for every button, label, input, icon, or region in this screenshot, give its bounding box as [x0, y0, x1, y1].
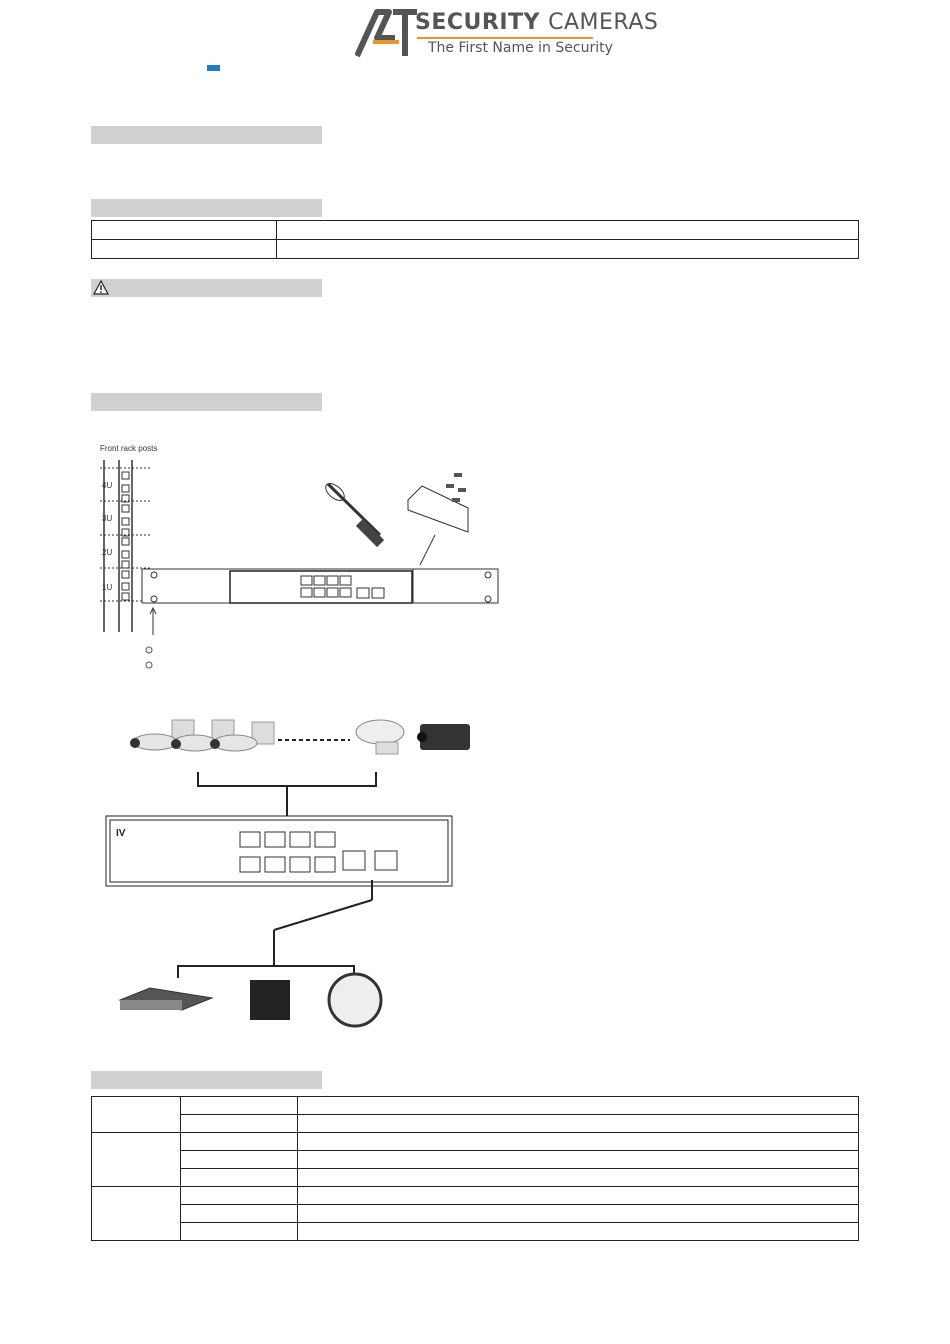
- brand-name: SECURITY CAMERAS: [415, 10, 659, 35]
- table-cell: [298, 1169, 859, 1187]
- table-cell: [181, 1223, 298, 1241]
- section-bar-5: [91, 1071, 322, 1089]
- table-cell: [181, 1097, 298, 1115]
- table-cell: [181, 1169, 298, 1187]
- switch-model-mark: IV: [116, 828, 126, 839]
- rack-unit-label: 3U: [102, 514, 113, 523]
- ip-cameras: [130, 720, 274, 751]
- table-cell: [298, 1115, 859, 1133]
- rack-unit-label: 2U: [102, 548, 113, 557]
- table-row: [92, 1187, 859, 1205]
- section-bar-4: [91, 393, 322, 411]
- table-row: [92, 1115, 859, 1133]
- table-row: [92, 221, 859, 240]
- brand-underline: [417, 37, 593, 39]
- rack-unit-label: 1U: [102, 583, 113, 592]
- logo: [355, 8, 659, 60]
- table-cell: [298, 1223, 859, 1241]
- spec-table: [91, 1096, 859, 1241]
- table-cell: [92, 1187, 181, 1241]
- blue-marker: [207, 65, 220, 71]
- section-bar-2: [91, 199, 322, 217]
- rack-diagram-title: Front rack posts: [100, 444, 158, 453]
- table-cell: [298, 1133, 859, 1151]
- warning-icon: [93, 280, 109, 295]
- table-row: [92, 1133, 859, 1151]
- table-cell: [181, 1187, 298, 1205]
- table-row: [92, 1169, 859, 1187]
- table-cell: [298, 1187, 859, 1205]
- rack-unit-label: 4U: [102, 481, 113, 490]
- info-table-1: [91, 220, 859, 259]
- brand-tagline: The First Name in Security: [428, 40, 613, 56]
- table-cell: [92, 240, 277, 259]
- table-row: [92, 1151, 859, 1169]
- table-cell: [181, 1133, 298, 1151]
- table-cell: [277, 221, 859, 240]
- table-row: [92, 1205, 859, 1223]
- table-cell: [181, 1115, 298, 1133]
- table-cell: [298, 1097, 859, 1115]
- table-cell: [181, 1205, 298, 1223]
- table-cell: [181, 1151, 298, 1169]
- a1-logo-mark: [355, 8, 421, 58]
- table-cell: [92, 1133, 181, 1187]
- table-row: [92, 240, 859, 259]
- table-cell: [92, 1097, 181, 1133]
- table-cell: [277, 240, 859, 259]
- section-bar-warning: [91, 279, 322, 297]
- section-bar-1: [91, 126, 322, 144]
- table-cell: [298, 1151, 859, 1169]
- table-row: [92, 1223, 859, 1241]
- network-diagram: [100, 710, 480, 1040]
- rack-mount-diagram: [90, 440, 510, 680]
- table-cell: [92, 221, 277, 240]
- table-cell: [298, 1205, 859, 1223]
- table-row: [92, 1097, 859, 1115]
